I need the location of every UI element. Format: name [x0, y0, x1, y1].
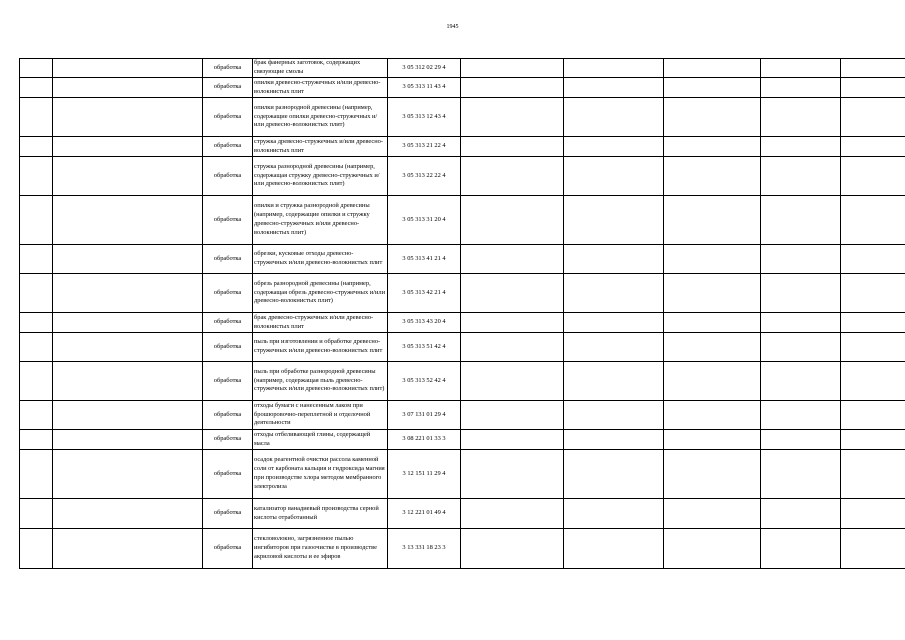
- empty-cell: [761, 401, 841, 430]
- waste-description-cell: опилки древесно-стружечных и/или древесно-волокнистых плит: [253, 78, 388, 98]
- waste-code-cell: 3 12 151 11 29 4: [388, 450, 461, 499]
- empty-cell: [841, 245, 905, 274]
- empty-cell: [461, 78, 564, 98]
- waste-code-cell: 3 12 221 01 49 4: [388, 499, 461, 529]
- empty-cell: [53, 157, 203, 196]
- number-cell: [20, 450, 53, 499]
- operation-cell: обработка: [203, 59, 253, 78]
- empty-cell: [564, 499, 664, 529]
- number-cell: [20, 157, 53, 196]
- empty-cell: [664, 245, 761, 274]
- empty-cell: [564, 333, 664, 362]
- waste-code-cell: 3 05 313 41 21 4: [388, 245, 461, 274]
- waste-description-cell: стружка разнородной древесины (например, содержащая стружку древесно-стружечных и/или древесно-волокнистых плит): [253, 157, 388, 196]
- empty-cell: [564, 362, 664, 401]
- empty-cell: [564, 450, 664, 499]
- empty-cell: [461, 59, 564, 78]
- table-row: [20, 450, 905, 499]
- empty-cell: [461, 333, 564, 362]
- empty-cell: [53, 450, 203, 499]
- waste-code-cell: 3 05 313 12 43 4: [388, 98, 461, 137]
- empty-cell: [564, 98, 664, 137]
- operation-cell: обработка: [203, 196, 253, 245]
- empty-cell: [461, 499, 564, 529]
- empty-cell: [53, 401, 203, 430]
- waste-description-cell: обрезки, кусковые отходы древесно-стружечных и/или древесно-волокнистых плит: [253, 245, 388, 274]
- empty-cell: [664, 98, 761, 137]
- operation-cell: обработка: [203, 98, 253, 137]
- operation-cell: обработка: [203, 499, 253, 529]
- empty-cell: [841, 430, 905, 450]
- table-row: [20, 529, 905, 569]
- waste-description-cell: брак фанерных заготовок, содержащих связующие смолы: [253, 59, 388, 78]
- empty-cell: [564, 245, 664, 274]
- empty-cell: [461, 529, 564, 569]
- waste-code-cell: 3 05 313 42 21 4: [388, 274, 461, 313]
- empty-cell: [461, 137, 564, 157]
- waste-description-cell: опилки разнородной древесины (например, содержащие опилки древесно-стружечных и/или древесно-волокнистых плит): [253, 98, 388, 137]
- table-row: [20, 313, 905, 333]
- empty-cell: [53, 137, 203, 157]
- empty-cell: [664, 401, 761, 430]
- table-row: [20, 401, 905, 430]
- empty-cell: [461, 98, 564, 137]
- empty-cell: [461, 401, 564, 430]
- empty-cell: [841, 362, 905, 401]
- operation-cell: обработка: [203, 430, 253, 450]
- operation-cell: обработка: [203, 245, 253, 274]
- operation-cell: обработка: [203, 401, 253, 430]
- empty-cell: [664, 499, 761, 529]
- empty-cell: [53, 98, 203, 137]
- empty-cell: [53, 196, 203, 245]
- empty-cell: [461, 245, 564, 274]
- number-cell: [20, 59, 53, 78]
- number-cell: [20, 362, 53, 401]
- empty-cell: [564, 430, 664, 450]
- table-body: [20, 59, 905, 569]
- table-row: [20, 78, 905, 98]
- empty-cell: [841, 157, 905, 196]
- empty-cell: [761, 333, 841, 362]
- empty-cell: [461, 362, 564, 401]
- number-cell: [20, 333, 53, 362]
- empty-cell: [841, 529, 905, 569]
- operation-cell: обработка: [203, 450, 253, 499]
- waste-description-cell: отходы отбеливающей глины, содержащей масла: [253, 430, 388, 450]
- operation-cell: обработка: [203, 157, 253, 196]
- waste-description-cell: стекловолокно, загрязненное пылью ингибиторов при газоочистке в производстве акриловой кислоты и ее эфиров: [253, 529, 388, 569]
- waste-code-cell: 3 05 313 11 43 4: [388, 78, 461, 98]
- table-row: [20, 137, 905, 157]
- page-number: 1945: [446, 24, 459, 30]
- operation-cell: обработка: [203, 137, 253, 157]
- empty-cell: [53, 430, 203, 450]
- waste-code-cell: 3 07 131 01 29 4: [388, 401, 461, 430]
- empty-cell: [761, 274, 841, 313]
- empty-cell: [664, 430, 761, 450]
- table-row: [20, 362, 905, 401]
- empty-cell: [564, 59, 664, 78]
- waste-code-cell: 3 05 313 52 42 4: [388, 362, 461, 401]
- waste-table: [19, 58, 905, 569]
- empty-cell: [841, 450, 905, 499]
- empty-cell: [461, 196, 564, 245]
- empty-cell: [761, 196, 841, 245]
- waste-code-cell: 3 08 221 01 33 3: [388, 430, 461, 450]
- waste-code-cell: 3 05 312 02 29 4: [388, 59, 461, 78]
- empty-cell: [761, 450, 841, 499]
- waste-code-cell: 3 05 313 43 20 4: [388, 313, 461, 333]
- waste-code-cell: 3 05 313 22 22 4: [388, 157, 461, 196]
- empty-cell: [761, 499, 841, 529]
- empty-cell: [664, 333, 761, 362]
- table-row: [20, 333, 905, 362]
- empty-cell: [841, 59, 905, 78]
- waste-description-cell: осадок реагентной очистки рассола каменной соли от карбоната кальция и гидроксида магния при производстве хлора методом мембранного электролиза: [253, 450, 388, 499]
- empty-cell: [53, 499, 203, 529]
- table-row: [20, 245, 905, 274]
- number-cell: [20, 137, 53, 157]
- empty-cell: [664, 529, 761, 569]
- number-cell: [20, 98, 53, 137]
- table-row: [20, 196, 905, 245]
- empty-cell: [564, 313, 664, 333]
- number-cell: [20, 430, 53, 450]
- empty-cell: [841, 333, 905, 362]
- operation-cell: обработка: [203, 362, 253, 401]
- empty-cell: [841, 137, 905, 157]
- empty-cell: [564, 157, 664, 196]
- waste-description-cell: брак древесно-стружечных и/или древесно-волокнистых плит: [253, 313, 388, 333]
- table-row: [20, 430, 905, 450]
- empty-cell: [664, 274, 761, 313]
- table-row: [20, 98, 905, 137]
- table-row: [20, 59, 905, 78]
- empty-cell: [53, 313, 203, 333]
- empty-cell: [761, 78, 841, 98]
- waste-code-cell: 3 05 313 31 20 4: [388, 196, 461, 245]
- empty-cell: [564, 196, 664, 245]
- empty-cell: [461, 430, 564, 450]
- empty-cell: [53, 78, 203, 98]
- number-cell: [20, 78, 53, 98]
- waste-code-cell: 3 05 313 21 22 4: [388, 137, 461, 157]
- number-cell: [20, 196, 53, 245]
- empty-cell: [564, 401, 664, 430]
- empty-cell: [761, 529, 841, 569]
- empty-cell: [664, 450, 761, 499]
- waste-description-cell: стружка древесно-стружечных и/или древесно-волокнистых плит: [253, 137, 388, 157]
- empty-cell: [664, 196, 761, 245]
- empty-cell: [564, 529, 664, 569]
- empty-cell: [841, 499, 905, 529]
- empty-cell: [461, 313, 564, 333]
- table-row: [20, 157, 905, 196]
- number-cell: [20, 529, 53, 569]
- empty-cell: [841, 313, 905, 333]
- empty-cell: [564, 78, 664, 98]
- number-cell: [20, 245, 53, 274]
- number-cell: [20, 499, 53, 529]
- waste-description-cell: пыль при обработке разнородной древесины (например, содержащая пыль древесно-стружечных и/или древесно-волокнистых плит): [253, 362, 388, 401]
- empty-cell: [664, 313, 761, 333]
- number-cell: [20, 401, 53, 430]
- empty-cell: [53, 274, 203, 313]
- empty-cell: [53, 333, 203, 362]
- operation-cell: обработка: [203, 529, 253, 569]
- table-row: [20, 499, 905, 529]
- operation-cell: обработка: [203, 78, 253, 98]
- empty-cell: [461, 450, 564, 499]
- empty-cell: [664, 78, 761, 98]
- operation-cell: обработка: [203, 274, 253, 313]
- waste-description-cell: катализатор ванадиевый производства серной кислоты отработанный: [253, 499, 388, 529]
- operation-cell: обработка: [203, 333, 253, 362]
- empty-cell: [841, 98, 905, 137]
- empty-cell: [461, 157, 564, 196]
- empty-cell: [841, 274, 905, 313]
- empty-cell: [761, 362, 841, 401]
- waste-description-cell: обрезь разнородной древесины (например, содержащая обрезь древесно-стружечных и/или древесно-волокнистых плит): [253, 274, 388, 313]
- empty-cell: [841, 196, 905, 245]
- empty-cell: [53, 362, 203, 401]
- empty-cell: [841, 401, 905, 430]
- number-cell: [20, 313, 53, 333]
- empty-cell: [664, 137, 761, 157]
- empty-cell: [664, 59, 761, 78]
- empty-cell: [841, 78, 905, 98]
- empty-cell: [53, 529, 203, 569]
- empty-cell: [53, 245, 203, 274]
- empty-cell: [53, 59, 203, 78]
- empty-cell: [564, 274, 664, 313]
- waste-code-cell: 3 05 313 51 42 4: [388, 333, 461, 362]
- empty-cell: [461, 274, 564, 313]
- number-cell: [20, 274, 53, 313]
- empty-cell: [664, 362, 761, 401]
- empty-cell: [761, 137, 841, 157]
- waste-code-cell: 3 13 331 18 23 3: [388, 529, 461, 569]
- empty-cell: [761, 98, 841, 137]
- waste-description-cell: отходы бумаги с нанесенным лаком при брошюровочно-переплетной и отделочной деятельности: [253, 401, 388, 430]
- empty-cell: [664, 157, 761, 196]
- empty-cell: [761, 59, 841, 78]
- empty-cell: [761, 157, 841, 196]
- waste-description-cell: пыль при изготовлении и обработке древесно-стружечных и/или древесно-волокнистых плит: [253, 333, 388, 362]
- empty-cell: [761, 430, 841, 450]
- empty-cell: [761, 245, 841, 274]
- table-row: [20, 274, 905, 313]
- empty-cell: [761, 313, 841, 333]
- waste-description-cell: опилки и стружка разнородной древесины (например, содержащие опилки и стружку древесно-стружечных и/или древесно-волокнистых плит): [253, 196, 388, 245]
- empty-cell: [564, 137, 664, 157]
- operation-cell: обработка: [203, 313, 253, 333]
